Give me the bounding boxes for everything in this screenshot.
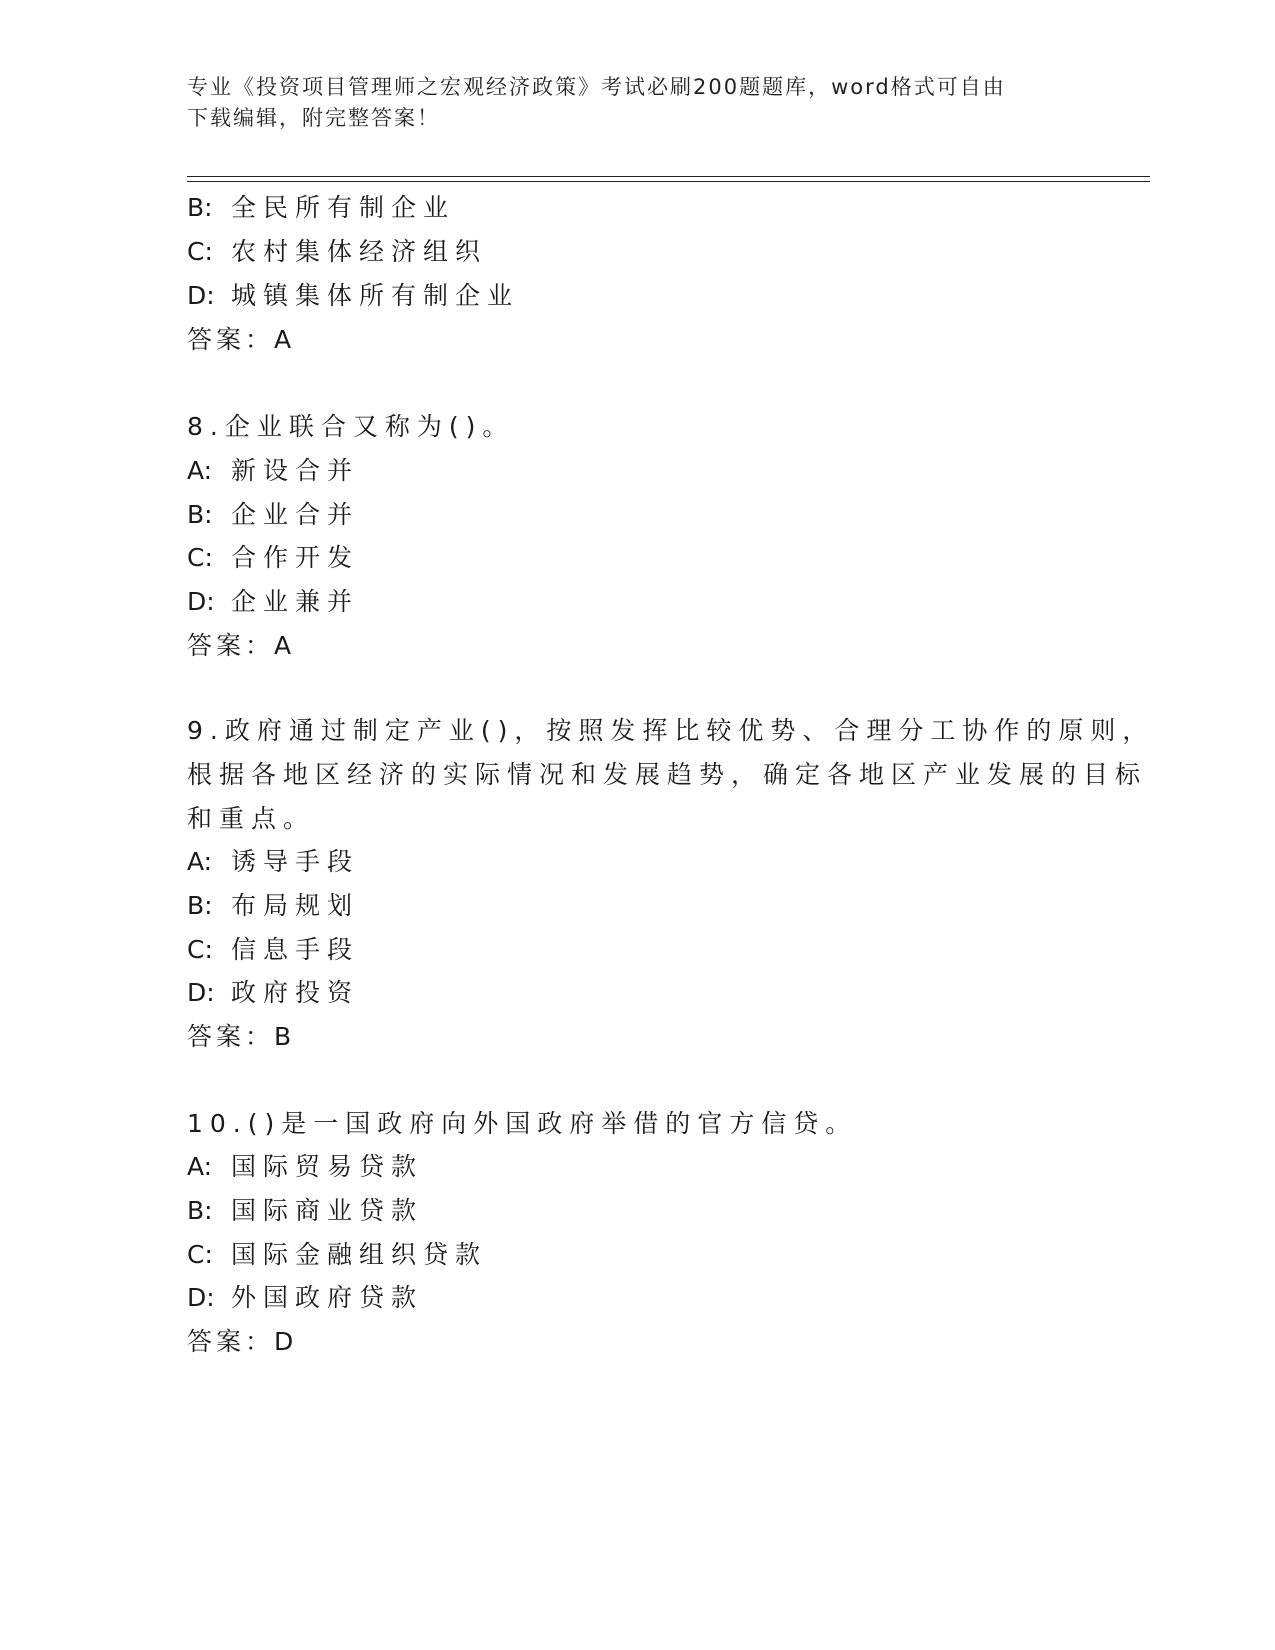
answer-value: A — [274, 325, 292, 354]
answer-value: D — [274, 1327, 294, 1356]
q9-option-c — [187, 935, 359, 965]
option-text: 新设合并 — [231, 456, 360, 485]
option-key: C: — [187, 543, 213, 572]
q7-option-c — [187, 237, 487, 267]
option-key: A: — [187, 1152, 213, 1181]
option-key: C: — [187, 237, 213, 266]
option-key: A: — [187, 456, 213, 485]
option-key: D: — [187, 978, 215, 1007]
q7-option-b — [187, 193, 455, 223]
option-text: 全民所有制企业 — [231, 193, 456, 222]
q10-answer — [187, 1327, 293, 1357]
option-key: A: — [187, 847, 213, 876]
answer-label: 答案： — [187, 325, 275, 354]
option-text: 布局规划 — [231, 891, 360, 920]
header-divider-bottom — [187, 181, 1150, 182]
option-key: D: — [187, 281, 215, 310]
q9-answer — [187, 1022, 291, 1052]
q8-option-c — [187, 543, 359, 573]
q10-option-a — [187, 1152, 423, 1182]
q7-answer — [187, 325, 291, 355]
q8-option-d — [187, 587, 359, 617]
q10-stem: 10.()是一国政府向外国政府举借的官方信贷。 — [187, 1109, 858, 1138]
option-text: 农村集体经济组织 — [231, 237, 488, 266]
option-key: B: — [187, 891, 213, 920]
answer-label: 答案： — [187, 631, 275, 660]
q10-option-b — [187, 1196, 423, 1226]
option-text: 政府投资 — [231, 978, 360, 1007]
option-text: 诱导手段 — [231, 847, 360, 876]
option-text: 国际金融组织贷款 — [231, 1240, 488, 1269]
option-key: B: — [187, 193, 213, 222]
q7-option-d — [187, 281, 519, 311]
q9-option-a — [187, 847, 359, 877]
option-text: 信息手段 — [231, 935, 360, 964]
option-text: 合作开发 — [231, 543, 360, 572]
q8-option-a — [187, 456, 359, 486]
option-text: 国际贸易贷款 — [231, 1152, 424, 1181]
q8-option-b — [187, 500, 359, 530]
option-key: B: — [187, 1196, 213, 1225]
q8-stem: 8.企业联合又称为()。 — [187, 412, 515, 441]
header-line-2: 下载编辑，附完整答案！ — [187, 106, 440, 130]
q10-option-c — [187, 1240, 487, 1270]
q9-option-d — [187, 978, 359, 1008]
option-key: D: — [187, 587, 215, 616]
answer-label: 答案： — [187, 1022, 275, 1051]
option-key: C: — [187, 1240, 213, 1269]
option-text: 城镇集体所有制企业 — [231, 281, 520, 310]
option-text: 国际商业贷款 — [231, 1196, 424, 1225]
q9-option-b — [187, 891, 359, 921]
q10-option-d — [187, 1283, 423, 1313]
option-text: 外国政府贷款 — [231, 1283, 424, 1312]
answer-value: B — [274, 1022, 292, 1051]
document-header — [187, 72, 1067, 134]
option-key: C: — [187, 935, 213, 964]
option-text: 企业兼并 — [231, 587, 360, 616]
q9-stem-line-3: 和重点。 — [187, 804, 316, 833]
option-key: B: — [187, 500, 213, 529]
option-key: D: — [187, 1283, 215, 1312]
header-divider-top — [187, 176, 1150, 177]
q9-stem-line-1: 9.政府通过制定产业()，按照发挥比较优势、合理分工协作的原则， — [187, 716, 1155, 745]
q8-answer — [187, 631, 291, 661]
option-text: 企业合并 — [231, 500, 360, 529]
answer-label: 答案： — [187, 1327, 275, 1356]
q9-stem-line-2: 根据各地区经济的实际情况和发展趋势，确定各地区产业发展的目标 — [187, 760, 1148, 789]
answer-value: A — [274, 631, 292, 660]
header-line-1: 专业《投资项目管理师之宏观经济政策》考试必刷200题题库，word格式可自由 — [187, 75, 1006, 99]
